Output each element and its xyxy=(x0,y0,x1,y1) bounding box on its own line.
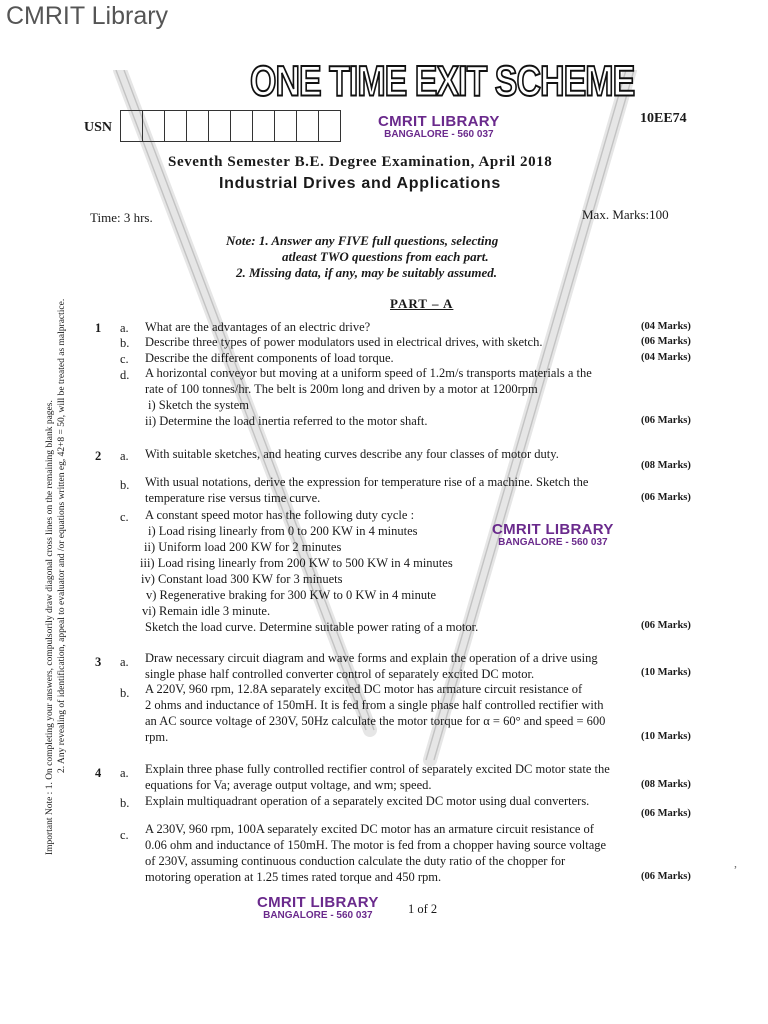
subq-label: c. xyxy=(120,510,129,524)
stamp-name: CMRIT LIBRARY xyxy=(492,521,614,538)
question-subitem: v) Regenerative braking for 300 KW to 0 KW in 4 minute xyxy=(146,588,437,602)
stamp-name: CMRIT LIBRARY xyxy=(378,113,500,130)
question-text: 2 ohms and inductance of 150mH. It is fed from a single phase half controlled rectifier with xyxy=(145,698,604,712)
question-text: With usual notations, derive the expression for temperature rise of a machine. Sketch the xyxy=(145,475,589,489)
subject-title: Industrial Drives and Applications xyxy=(219,175,501,192)
stamp-name: CMRIT LIBRARY xyxy=(257,894,379,911)
important-note-line-2: 2. Any revealing of identification, appeal to evaluator and /or equations written eg, 42+8 = 50, will be treated as malpractice. xyxy=(57,298,67,773)
question-text: A horizontal conveyor but moving at a uniform speed of 1.2m/s transports materials a the xyxy=(145,366,592,380)
subq-label: b. xyxy=(120,336,130,350)
question-subitem: ii) Determine the load inertia referred to the motor shaft. xyxy=(145,414,428,428)
usn-box xyxy=(165,110,187,142)
question-text: Explain three phase fully controlled rectifier control of separately excited DC motor state the xyxy=(145,762,610,776)
marks-label: (06 Marks) xyxy=(641,808,691,819)
marks-label: (10 Marks) xyxy=(641,731,691,742)
question-subitem: vi) Remain idle 3 minute. xyxy=(142,604,271,618)
question-text: Sketch the load curve. Determine suitable power rating of a motor. xyxy=(145,620,479,634)
question-text: rpm. xyxy=(145,730,169,744)
question-text: temperature rise versus time curve. xyxy=(145,491,321,505)
semester-line: Seventh Semester B.E. Degree Examination, April 2018 xyxy=(168,154,553,170)
pen-mark: , xyxy=(734,856,737,870)
page-number: 1 of 2 xyxy=(408,902,438,916)
question-text: Describe the different components of load torque. xyxy=(145,351,394,365)
question-subitem: ii) Uniform load 200 KW for 2 minutes xyxy=(144,540,342,554)
question-text: A 230V, 960 rpm, 100A separately excited DC motor has an armature circuit resistance of xyxy=(145,822,594,836)
marks-label: (10 Marks) xyxy=(641,667,691,678)
subq-label: c. xyxy=(120,828,129,842)
question-number: 4 xyxy=(95,766,102,780)
usn-boxes xyxy=(120,110,341,142)
subq-label: a. xyxy=(120,321,129,335)
library-heading: CMRIT Library xyxy=(6,2,169,30)
note-line-2: atleast TWO questions from each part. xyxy=(282,249,489,264)
exam-scheme-banner: ONE TIME EXIT SCHEME xyxy=(250,58,635,106)
question-text: 0.06 ohm and inductance of 150mH. The motor is fed from a chopper having source voltage xyxy=(145,838,607,852)
usn-box xyxy=(209,110,231,142)
library-stamp xyxy=(257,895,379,921)
usn-box xyxy=(187,110,209,142)
note-line-3: 2. Missing data, if any, may be suitably assumed. xyxy=(236,265,497,280)
question-text: rate of 100 tonnes/hr. The belt is 200m long and driven by a motor at 1200rpm xyxy=(145,382,538,396)
usn-box xyxy=(120,110,143,142)
marks-label: (06 Marks) xyxy=(641,620,691,631)
marks-label: (06 Marks) xyxy=(641,336,691,347)
usn-box xyxy=(319,110,341,142)
subq-label: b. xyxy=(120,478,130,492)
question-subitem: iii) Load rising linearly from 200 KW to 500 KW in 4 minutes xyxy=(140,556,453,570)
max-marks: Max. Marks:100 xyxy=(582,207,669,222)
marks-label: (06 Marks) xyxy=(641,415,691,426)
question-text: of 230V, assuming continuous conduction calculate the duty ratio of the chopper for xyxy=(145,854,566,868)
question-text: A 220V, 960 rpm, 12.8A separately excited DC motor has armature circuit resistance of xyxy=(145,682,583,696)
question-text: Explain multiquadrant operation of a separately excited DC motor using dual converters. xyxy=(145,794,590,808)
subq-label: d. xyxy=(120,368,130,382)
question-number: 1 xyxy=(95,321,102,335)
question-number: 3 xyxy=(95,655,102,669)
library-stamp xyxy=(378,114,500,140)
marks-label: (04 Marks) xyxy=(641,352,691,363)
question-text: motoring operation at 1.25 times rated torque and 450 rpm. xyxy=(145,870,442,884)
marks-label: (04 Marks) xyxy=(641,321,691,332)
usn-box xyxy=(275,110,297,142)
usn-box xyxy=(253,110,275,142)
question-text: single phase half controlled converter control of separately excited DC motor. xyxy=(145,667,535,681)
question-text: Describe three types of power modulators used in electrical drives, with sketch. xyxy=(145,335,543,349)
question-subitem: iv) Constant load 300 KW for 3 minuets xyxy=(141,572,343,586)
paper-code: 10EE74 xyxy=(640,111,687,126)
stamp-city: BANGALORE - 560 037 xyxy=(384,128,494,140)
stamp-city: BANGALORE - 560 037 xyxy=(498,536,608,548)
note-line-1: Note: 1. Answer any FIVE full questions, selecting xyxy=(226,233,499,248)
question-text: equations for Va; average output voltage, and wm; speed. xyxy=(145,778,432,792)
time-allowed: Time: 3 hrs. xyxy=(90,210,153,225)
marks-label: (06 Marks) xyxy=(641,492,691,503)
subq-label: b. xyxy=(120,796,130,810)
usn-box xyxy=(297,110,319,142)
instructions-note xyxy=(226,233,498,281)
question-text: With suitable sketches, and heating curves describe any four classes of motor duty. xyxy=(145,447,559,461)
stamp-city: BANGALORE - 560 037 xyxy=(263,909,373,921)
subq-label: a. xyxy=(120,655,129,669)
question-text: A constant speed motor has the following duty cycle : xyxy=(145,508,415,522)
question-subitem: i) Load rising linearly from 0 to 200 KW in 4 minutes xyxy=(148,524,418,538)
usn-label: USN xyxy=(84,120,113,135)
question-subitem: i) Sketch the system xyxy=(148,398,250,412)
question-number: 2 xyxy=(95,449,102,463)
subq-label: a. xyxy=(120,766,129,780)
question-text: What are the advantages of an electric drive? xyxy=(145,320,371,334)
marks-label: (06 Marks) xyxy=(641,871,691,882)
question-text: an AC source voltage of 230V, 50Hz calculate the motor torque for α = 60° and speed = 600 xyxy=(145,714,606,728)
marks-label: (08 Marks) xyxy=(641,460,691,471)
usn-box xyxy=(231,110,253,142)
library-stamp xyxy=(492,522,614,548)
subq-label: c. xyxy=(120,352,129,366)
question-text: Draw necessary circuit diagram and wave forms and explain the operation of a drive using xyxy=(145,651,598,665)
subq-label: b. xyxy=(120,686,130,700)
marks-label: (08 Marks) xyxy=(641,779,691,790)
subq-label: a. xyxy=(120,449,129,463)
usn-box xyxy=(143,110,165,142)
part-heading: PART – A xyxy=(390,296,454,311)
